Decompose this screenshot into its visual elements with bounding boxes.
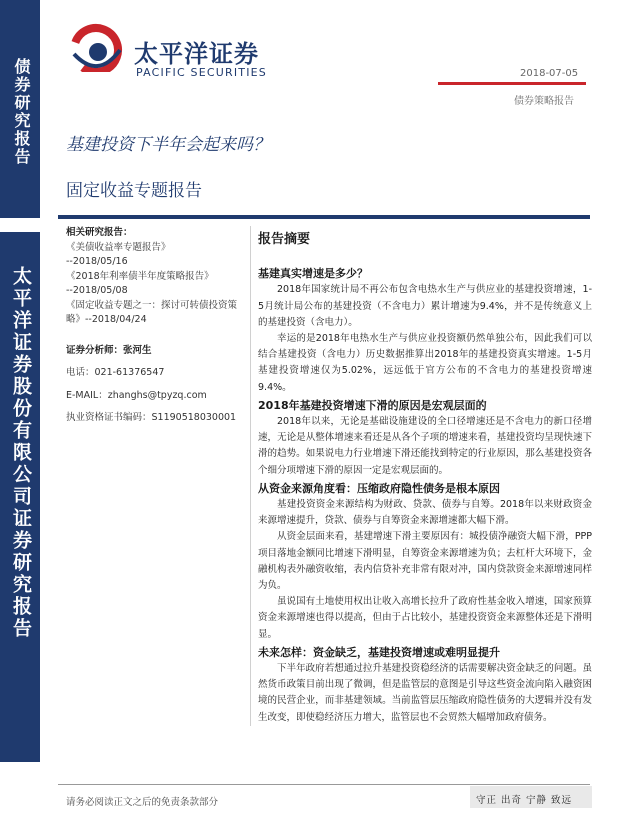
footer-motto: 守正 出奇 宁静 致远 — [476, 795, 573, 806]
footer-disclaimer: 请务必阅读正文之后的免责条款部分 — [66, 797, 219, 808]
section-heading: 基建真实增速是多少？ — [258, 267, 368, 281]
sidebar-bottom-band — [0, 232, 40, 762]
summary-paragraph: 虽说国有土地使用权出让收入高增长拉升了政府性基金收入增速，国家预算资金来源增速也得以提高，但由于占比较小，基建投资资金来源整体还是下滑明显。 — [258, 596, 592, 640]
analyst-license: 执业资格证书编码：S1190518030001 — [66, 412, 237, 423]
sidebar-company-label: 太平洋证券股份有限公司证券研究报告 — [10, 266, 32, 640]
analyst-email[interactable]: E-MAIL：zhanghs@tpyzq.com — [66, 389, 207, 401]
section-heading: 从资金来源角度看：压缩政府隐性债务是根本原因 — [258, 481, 500, 495]
report-type: 债券策略报告 — [514, 96, 574, 107]
logo-name-en: PACIFIC SECURITIES — [136, 66, 267, 79]
summary-paragraph: 从资金层面来看，基建增速下滑主要原因有：城投债净融资大幅下滑，PPP项目落地金额同比增速下滑明显，自筹资金来源增速为负；去杠杆大环境下，金融机构表外融资收缩，表内信贷补充非常有限对冲，国内贷款资金来源增速同样为负。 — [258, 531, 592, 592]
summary-paragraph: 幸运的是2018年电热水生产与供应业投资额仍然单独公布，因此我们可以结合基建投资（含电力）历史数据推算出2018年的基建投资真实增速。1-5月基建投资增速仅为5.02%，远远低于官方公布的不含电力的基建投资增速9.4%。 — [258, 333, 592, 393]
report-date: 2018-07-05 — [520, 68, 579, 79]
related-report-item[interactable]: 《2018年利率债半年度策略报告》 — [66, 270, 214, 282]
page-subtitle: 固定收益专题报告 — [66, 181, 202, 201]
related-report-item[interactable]: 《固定收益专题之一：探讨可转债投资策略》--2018/04/24 — [66, 299, 238, 325]
page-title: 基建投资下半年会起来吗？ — [66, 135, 270, 155]
related-report-date: --2018/05/08 — [66, 285, 128, 296]
summary-paragraph: 下半年政府若想通过拉升基建投资稳经济的话需要解决资金缺乏的问题。虽然货币政策目前出现了微调，但是监管层的意图是引导这些资金流向陷入融资困境的民营企业，而非基建领域。当前监管层压缩政府隐性债务的大逻辑并没有发生改变，即使稳经济压力增大，监管层也不会贸然大幅增加政府债务。 — [258, 663, 592, 723]
analyst-phone: 电话：021-61376547 — [66, 367, 165, 378]
sidebar-report-category: 债券研究报告 — [12, 58, 31, 166]
sidebar-top-band — [0, 0, 40, 218]
info-column — [66, 226, 246, 426]
related-report-item[interactable]: 《美债收益率专题报告》 — [66, 241, 171, 253]
column-divider — [250, 226, 251, 726]
related-reports-label: 相关研究报告： — [66, 227, 133, 238]
analyst-name: 证券分析师：张河生 — [66, 344, 152, 356]
summary-paragraph: 2018年国家统计局不再公布包含电热水生产与供应业的基建投资增速，1-5月统计局公布的基建投资（不含电力）累计增速为9.4%，并不是传统意义上的基建投资（含电力）。 — [258, 284, 592, 328]
section-heading: 未来怎样：资金缺乏，基建投资增速或难明显提升 — [258, 645, 500, 659]
header-red-rule — [438, 82, 586, 85]
summary-paragraph: 基建投资资金来源结构为财政、贷款、债券与自筹。2018年以来财政资金来源增速提升，贷款、债券与自筹资金来源增速都大幅下滑。 — [258, 499, 592, 527]
logo-name-cn: 太平洋证券 — [134, 40, 259, 68]
section-heading: 2018年基建投资增速下滑的原因是宏观层面的 — [258, 398, 487, 412]
title-divider — [58, 215, 590, 219]
footer-rule — [58, 784, 590, 785]
report-summary — [258, 226, 592, 726]
related-report-date: --2018/05/16 — [66, 256, 128, 267]
summary-paragraph: 2018年以来，无论是基础设施建设的全口径增速还是不含电力的新口径增速，无论是从整体增速来看还是从各个子项的增速来看，基建投资均呈现快速下滑的趋势。如果说电力行业增速下滑还能找到特定的行业原因，那么基建投资各个细分项增速下滑的原因一定是宏观层面的。 — [258, 416, 592, 476]
summary-heading: 报告摘要 — [258, 232, 311, 247]
